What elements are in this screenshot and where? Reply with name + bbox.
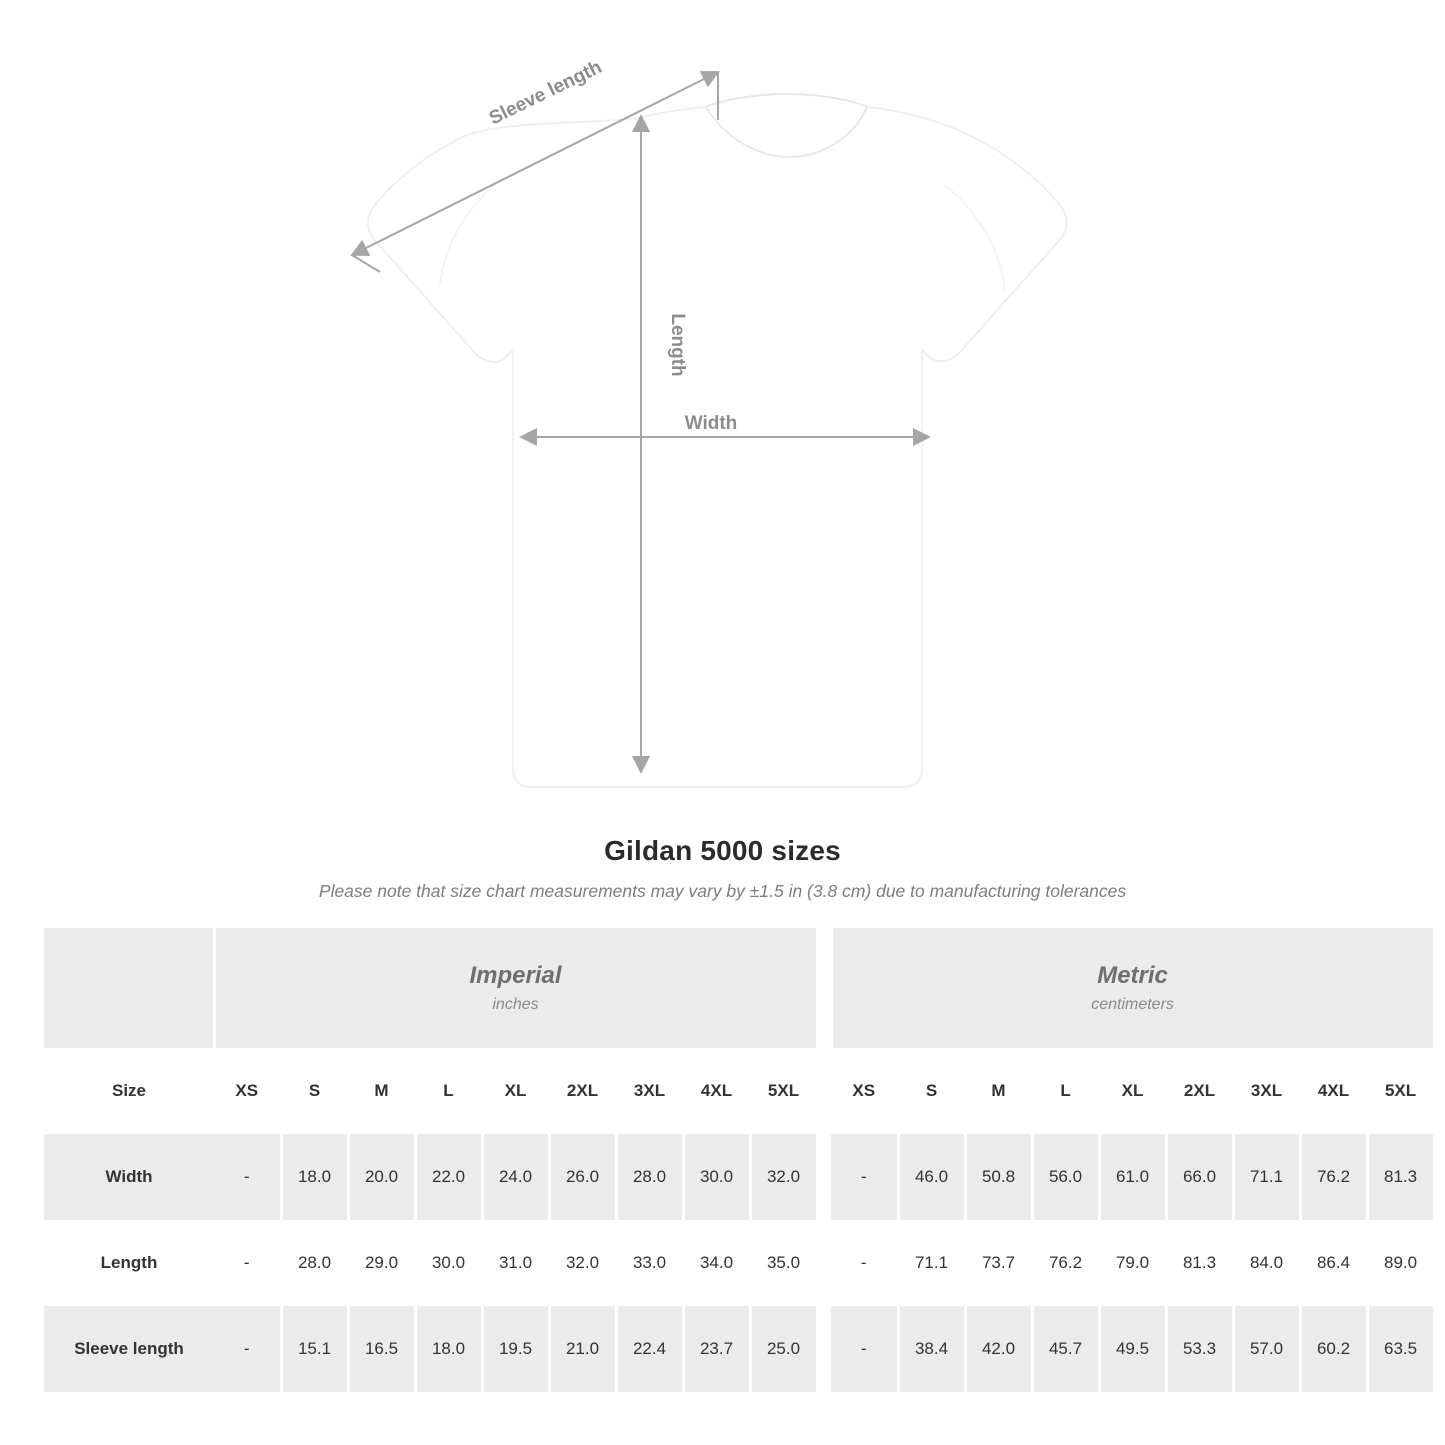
cell-width-s-in: 18.0 [281, 1134, 348, 1220]
cell-length-l-in: 30.0 [415, 1220, 482, 1306]
table-row [44, 1220, 1434, 1306]
cell-width-3xl-in: 28.0 [616, 1134, 683, 1220]
cell-length-3xl-in: 33.0 [616, 1220, 683, 1306]
size-header-m-metric: M [965, 1048, 1032, 1134]
cell-length-xl-cm: 79.0 [1099, 1220, 1166, 1306]
cell-width-m-in: 20.0 [348, 1134, 415, 1220]
cell-sleeve-length-s-in: 15.1 [281, 1306, 348, 1392]
cell-length-l-cm: 76.2 [1032, 1220, 1099, 1306]
cell-width-2xl-in: 26.0 [549, 1134, 616, 1220]
unit-header-metric [831, 928, 1434, 1048]
cell-sleeve-length-xs-cm: - [831, 1306, 898, 1392]
cell-width-xs-cm: - [831, 1134, 898, 1220]
cell-sleeve-length-xs-in: - [214, 1306, 281, 1392]
size-header-xs-metric: XS [831, 1048, 898, 1134]
size-header-l-imperial: L [415, 1048, 482, 1134]
size-header-3xl-metric: 3XL [1233, 1048, 1300, 1134]
unit-header-row [44, 928, 1434, 1048]
cell-length-4xl-cm: 86.4 [1300, 1220, 1367, 1306]
sleeve-length-label: Sleeve length [485, 56, 606, 130]
row-label-sleeve-length: Sleeve length [44, 1306, 214, 1392]
size-header-3xl-imperial: 3XL [616, 1048, 683, 1134]
cell-length-s-cm: 71.1 [898, 1220, 965, 1306]
cell-sleeve-length-s-cm: 38.4 [898, 1306, 965, 1392]
cell-sleeve-length-m-in: 16.5 [348, 1306, 415, 1392]
cell-length-xs-in: - [214, 1220, 281, 1306]
cell-sleeve-length-xl-in: 19.5 [482, 1306, 549, 1392]
cell-sleeve-length-l-in: 18.0 [415, 1306, 482, 1392]
cell-length-2xl-cm: 81.3 [1166, 1220, 1233, 1306]
length-label: Length [667, 313, 688, 377]
cell-length-5xl-cm: 89.0 [1367, 1220, 1434, 1306]
cell-sleeve-length-m-cm: 42.0 [965, 1306, 1032, 1392]
cell-sleeve-length-5xl-in: 25.0 [750, 1306, 817, 1392]
size-header-4xl-imperial: 4XL [683, 1048, 750, 1134]
size-header-xl-imperial: XL [482, 1048, 549, 1134]
cell-width-s-cm: 46.0 [898, 1134, 965, 1220]
cell-sleeve-length-2xl-in: 21.0 [549, 1306, 616, 1392]
cell-sleeve-length-3xl-in: 22.4 [616, 1306, 683, 1392]
cell-width-m-cm: 50.8 [965, 1134, 1032, 1220]
cell-width-xl-in: 24.0 [482, 1134, 549, 1220]
size-header-s-metric: S [898, 1048, 965, 1134]
row-label-length: Length [44, 1220, 214, 1306]
unit-header-imperial [214, 928, 817, 1048]
table-row [44, 1134, 1434, 1220]
size-header-label: Size [44, 1048, 214, 1134]
cell-sleeve-length-xl-cm: 49.5 [1099, 1306, 1166, 1392]
size-header-xs-imperial: XS [214, 1048, 281, 1134]
size-header-5xl-metric: 5XL [1367, 1048, 1434, 1134]
cell-width-3xl-cm: 71.1 [1233, 1134, 1300, 1220]
title-block [0, 835, 1445, 902]
size-header-row [44, 1048, 1434, 1134]
row-gap [817, 1306, 831, 1392]
table-row [44, 1306, 1434, 1392]
tolerance-note: Please note that size chart measurements may vary by ±1.5 in (3.8 cm) due to manufacturing tolerances [318, 881, 1127, 901]
cell-length-5xl-in: 35.0 [750, 1220, 817, 1306]
size-header-5xl-imperial: 5XL [750, 1048, 817, 1134]
size-header-2xl-imperial: 2XL [549, 1048, 616, 1134]
size-header-m-imperial: M [348, 1048, 415, 1134]
cell-sleeve-length-l-cm: 45.7 [1032, 1306, 1099, 1392]
cell-sleeve-length-4xl-in: 23.7 [683, 1306, 750, 1392]
cell-length-4xl-in: 34.0 [683, 1220, 750, 1306]
cell-length-s-in: 28.0 [281, 1220, 348, 1306]
cell-length-m-cm: 73.7 [965, 1220, 1032, 1306]
size-header-4xl-metric: 4XL [1300, 1048, 1367, 1134]
cell-width-xl-cm: 61.0 [1099, 1134, 1166, 1220]
cell-length-m-in: 29.0 [348, 1220, 415, 1306]
cell-width-5xl-in: 32.0 [750, 1134, 817, 1220]
unit-subtitle: inches [492, 996, 539, 1013]
cell-width-l-in: 22.0 [415, 1134, 482, 1220]
cell-width-4xl-in: 30.0 [683, 1134, 750, 1220]
cell-length-xl-in: 31.0 [482, 1220, 549, 1306]
row-gap [817, 1134, 831, 1220]
cell-sleeve-length-3xl-cm: 57.0 [1233, 1306, 1300, 1392]
unit-header-gap [817, 928, 831, 1048]
cell-width-xs-in: - [214, 1134, 281, 1220]
tshirt-shape [368, 94, 1067, 787]
row-gap [817, 1220, 831, 1306]
cell-width-l-cm: 56.0 [1032, 1134, 1099, 1220]
cell-length-2xl-in: 32.0 [549, 1220, 616, 1306]
size-table-wrapper [0, 928, 1445, 1392]
size-header-xl-metric: XL [1099, 1048, 1166, 1134]
width-label: Width [684, 413, 738, 434]
unit-header-spacer [44, 928, 214, 1048]
page-title: Gildan 5000 sizes [604, 835, 841, 866]
cell-sleeve-length-2xl-cm: 53.3 [1166, 1306, 1233, 1392]
size-header-2xl-metric: 2XL [1166, 1048, 1233, 1134]
cell-length-xs-cm: - [831, 1220, 898, 1306]
size-header-gap [817, 1048, 831, 1134]
unit-name: Metric [1097, 962, 1168, 989]
cell-width-4xl-cm: 76.2 [1300, 1134, 1367, 1220]
unit-name: Imperial [469, 962, 562, 989]
row-label-width: Width [44, 1134, 214, 1220]
cell-sleeve-length-4xl-cm: 60.2 [1300, 1306, 1367, 1392]
cell-width-2xl-cm: 66.0 [1166, 1134, 1233, 1220]
cell-width-5xl-cm: 81.3 [1367, 1134, 1434, 1220]
size-header-s-imperial: S [281, 1048, 348, 1134]
cell-length-3xl-cm: 84.0 [1233, 1220, 1300, 1306]
size-table [44, 928, 1436, 1392]
cell-sleeve-length-5xl-cm: 63.5 [1367, 1306, 1434, 1392]
size-header-l-metric: L [1032, 1048, 1099, 1134]
unit-subtitle: centimeters [1091, 996, 1174, 1013]
